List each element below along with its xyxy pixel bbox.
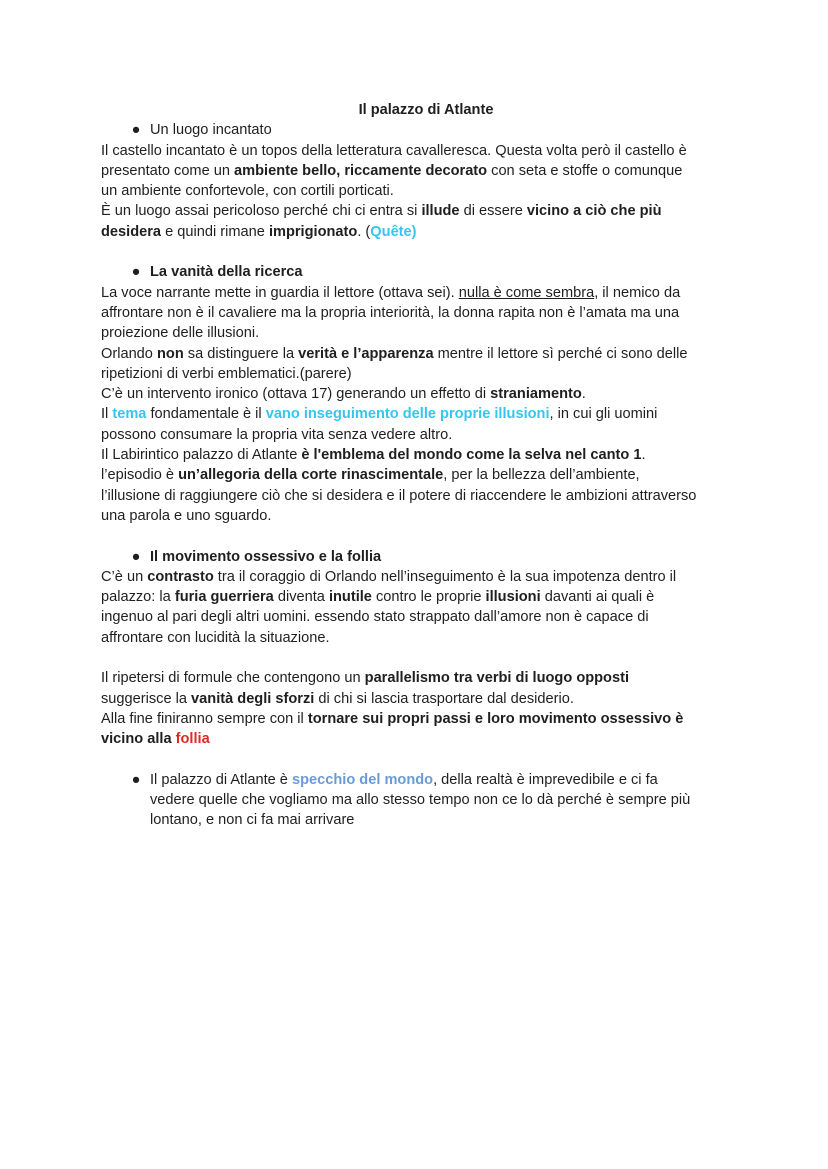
highlight-follia: follia (175, 731, 210, 748)
paragraph-line: vicino alla follia (101, 731, 210, 748)
paragraph-line: C’è un intervento ironico (ottava 17) generando un effetto di straniamento. (101, 386, 586, 403)
paragraph-line: possono consumare la propria vita senza vedere altro. (101, 426, 453, 443)
paragraph-line: ripetizioni di verbi emblematici.(parere) (101, 365, 352, 382)
paragraph-line: una parola e uno sguardo. (101, 507, 272, 524)
paragraph-line: Il Labirintico palazzo di Atlante è l'emblema del mondo come la selva nel canto 1. (101, 447, 646, 464)
paragraph-line: presentato come un ambiente bello, riccamente decorato con seta e stoffe o comunque (101, 162, 683, 179)
paragraph-line: affrontare non è il cavaliere ma la propria interiorità, la donna rapita non è l’amata ma una (101, 304, 680, 321)
paragraph-line: Alla fine finiranno sempre con il tornare sui propri passi e loro movimento ossessivo è (101, 710, 684, 727)
page-title: Il palazzo di Atlante (358, 102, 494, 118)
paragraph-line: Orlando non sa distinguere la verità e l’apparenza mentre il lettore sì perché ci sono delle (101, 345, 688, 362)
section-heading-luogo-incantato: ● Un luogo incantato (101, 120, 731, 140)
paragraph-line: È un luogo assai pericoloso perché chi ci entra si illude di essere vicino a ciò che più (101, 203, 662, 220)
list-item-continuation: vedere quelle che vogliamo ma allo stesso tempo non ce lo dà perché è sempre più (150, 792, 691, 809)
paragraph-line: palazzo: la furia guerriera diventa inutile contro le proprie illusioni davanti ai quali è (101, 589, 655, 606)
paragraph-line: un ambiente confortevole, con cortili porticati. (101, 183, 394, 200)
underlined-phrase: nulla è come sembra (458, 284, 595, 301)
list-item-palazzo-specchio: ● Il palazzo di Atlante è specchio del mondo, della realtà è imprevedibile e ci fa (101, 770, 731, 790)
highlight-quete: Quête) (370, 223, 417, 240)
paragraph-line: proiezione delle illusioni. (101, 325, 260, 342)
bullet-icon: ● (131, 771, 141, 788)
paragraph-line: l’episodio è un’allegoria della corte rinascimentale, per la bellezza dell’ambiente, (101, 467, 640, 484)
paragraph-line: suggerisce la vanità degli sforzi di chi si lascia trasportare dal desiderio. (101, 690, 574, 707)
bullet-icon: ● (131, 122, 141, 139)
section-heading-movimento-ossessivo: ● Il movimento ossessivo e la follia (101, 547, 731, 567)
paragraph-line: C’è un contrasto tra il coraggio di Orlando nell’inseguimento è la sua impotenza dentro il (101, 568, 677, 585)
paragraph-line: Il ripetersi di formule che contengono un parallelismo tra verbi di luogo opposti (101, 670, 630, 687)
paragraph-line: Il tema fondamentale è il vano inseguimento delle proprie illusioni, in cui gli uomini (101, 406, 658, 423)
bullet-icon: ● (131, 264, 141, 281)
highlight-specchio-del-mondo: specchio del mondo (291, 771, 434, 788)
paragraph-line: desidera e quindi rimane imprigionato. (Quête) (101, 223, 417, 240)
paragraph-line: La voce narrante mette in guardia il lettore (ottava sei). nulla è come sembra, il nemico da (101, 284, 681, 301)
bullet-icon: ● (131, 548, 141, 565)
paragraph-line: ingenuo al pari degli altri uomini. essendo stato strappato dall’amore non è capace di (101, 609, 649, 626)
paragraph-line: l’illusione di raggiungere ciò che si desidera e il potere di riaccendere le ambizioni attraverso (101, 487, 697, 504)
list-item-continuation: lontano, e non ci fa mai arrivare (150, 812, 355, 829)
document-body (101, 100, 731, 831)
highlight-vano-inseguimento: vano inseguimento delle proprie illusioni (265, 406, 550, 423)
paragraph-line: Il castello incantato è un topos della letteratura cavalleresca. Questa volta però il castello è (101, 142, 687, 159)
highlight-tema: tema (112, 406, 147, 423)
paragraph-line: affrontare con lucidità la situazione. (101, 629, 330, 646)
section-heading-vanita-ricerca: ● La vanità della ricerca (101, 262, 731, 282)
